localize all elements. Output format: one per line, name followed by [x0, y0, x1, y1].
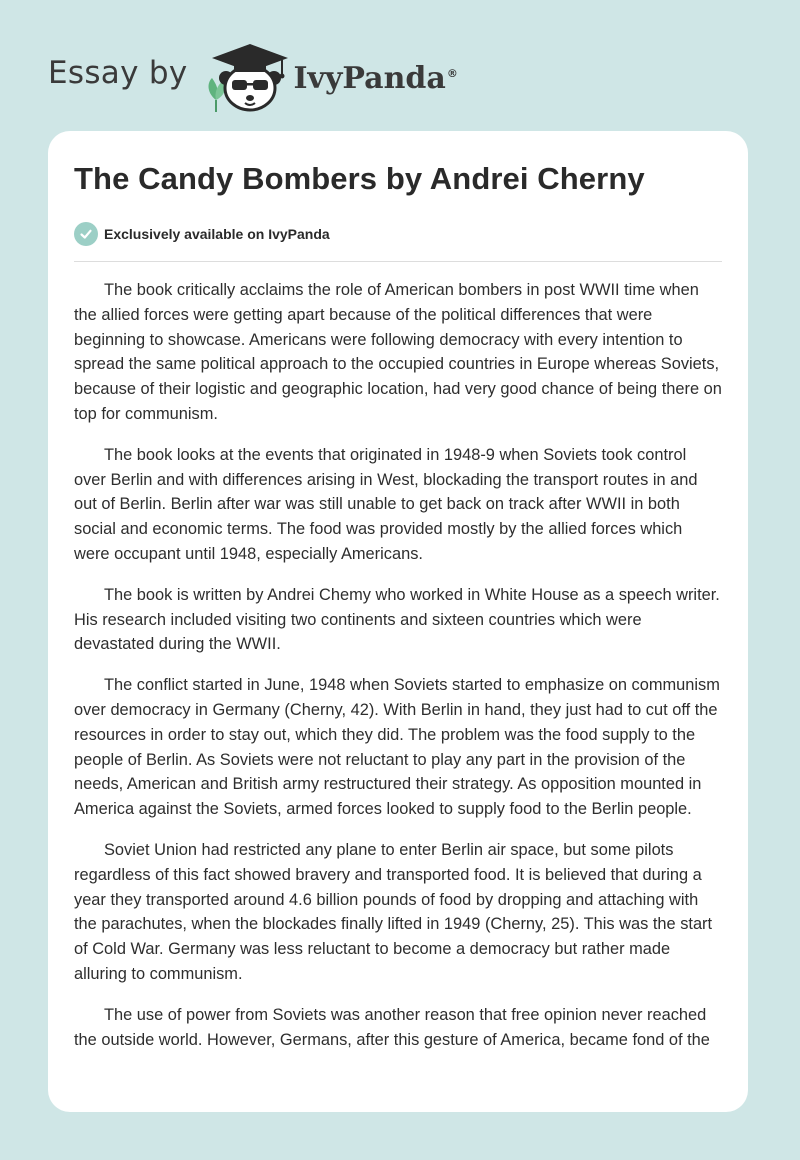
- paragraph: The book looks at the events that originated in 1948-9 when Soviets took control over Berlin and with differences arising in West, blockading the transport routes in and out of Berlin. Berlin after war was still unable to get back on track after WWII in both social and economic terms. The food was provided mostly by the allied forces which were occupant until 1948, especially Americans.: [74, 445, 698, 563]
- paragraph: The book critically acclaims the role of American bombers in post WWII time when the allied forces were getting apart because of the political differences that were beginning to showcase. Americans were following democracy with every intention to spread the same political approach to the occupied countries in Europe whereas Soviets, because of their logistic and geographic location, had very good chance of being there on top for communism.: [74, 281, 722, 423]
- site-header: [48, 36, 458, 116]
- panda-logo-icon: [202, 38, 292, 114]
- article-card: [48, 131, 748, 1112]
- paragraph: The book is written by Andrei Chemy who worked in White House as a speech writer. His research included visiting two continents and sixteen countries which were devastated during the WWII.: [74, 585, 720, 654]
- paragraph: The conflict started in June, 1948 when Soviets started to emphasize on communism over democracy in Germany (Cherny, 42). With Berlin in hand, they just had to cut off the resources in order to stay out, which they did. The problem was the food supply to the people of Berlin. As Soviets were not reluctant to play any part in the provision of the needs, American and British army restructured their strategy. As opposition mounted in America against the Soviets, armed forces looked to supply food to the Berlin people.: [74, 676, 720, 819]
- brand-name-text: IvyPanda: [293, 60, 446, 96]
- paragraph: Soviet Union had restricted any plane to enter Berlin air space, but some pilots regardless of this fact showed bravery and transported food. It is believed that during a year they transported around 4.6 billion pounds of food by dropping and attaching with the parachutes, when the blockades finally lifted in 1949 (Cherny, 25). This was the start of Cold War. Germany was less reluctant to become a democracy but rather made alluring to communism.: [74, 840, 713, 983]
- brand-name: [294, 61, 458, 96]
- paragraph: The use of power from Soviets was another reason that free opinion never reached the outside world. However, Germans, after this gesture of America, became fond of the: [74, 1005, 710, 1049]
- exclusive-label: Exclusively available on IvyPanda: [104, 226, 330, 242]
- essay-by-label: Essay by: [48, 55, 188, 91]
- article-title: The Candy Bombers by Andrei Cherny: [74, 161, 645, 196]
- brand-registered-mark: ®: [446, 66, 458, 80]
- exclusive-notice: [74, 222, 330, 246]
- divider: [74, 261, 722, 262]
- article-body: [74, 278, 722, 1068]
- check-circle-icon: [74, 222, 98, 246]
